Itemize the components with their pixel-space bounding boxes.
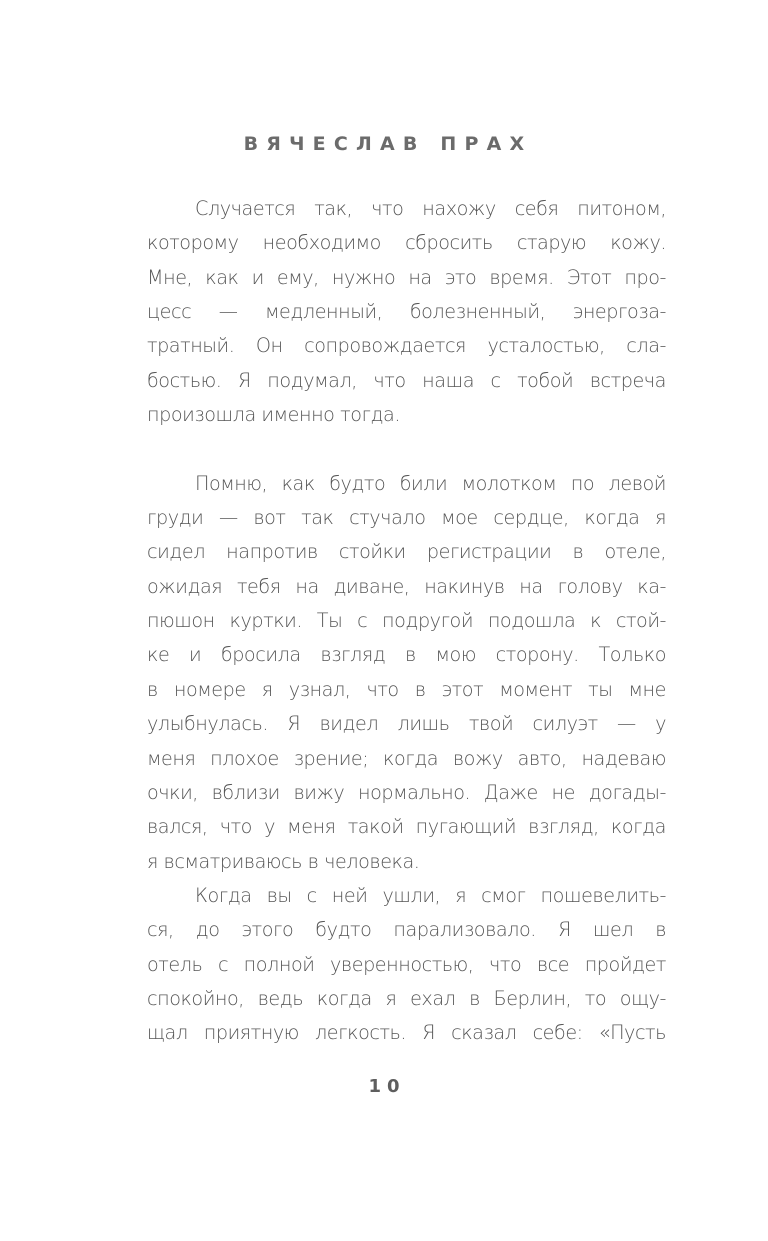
text-line: отель с полной уверенностью, что все пройдет [147,952,666,976]
text-line: очки, вблизи вижу нормально. Даже не догады- [147,780,666,804]
paragraph-spacer [147,432,666,466]
text-line: Когда вы с ней ушли, я смог пошевелить- [195,883,666,907]
text-line: бостью. Я подумал, что наша с тобой встреча [147,368,666,392]
text-line: я всматриваюсь в человека. [147,849,420,873]
text-line: цесс — медленный, болезненный, энергоза- [147,300,666,324]
text-line: щал приятную легкость. Я сказал себе: «Пусть [147,1021,666,1045]
paragraph-1 [147,192,666,432]
text-line: ожидая тебя на диване, накинув на голову ка- [147,574,666,598]
paragraph-2 [147,467,666,879]
text-line: пюшон куртки. Ты с подругой подошла к стой- [147,609,666,633]
text-line: ся, до этого будто парализовало. Я шел в [147,918,666,942]
text-line: Мне, как и ему, нужно на это время. Этот про- [147,265,666,289]
text-line: улыбнулась. Я видел лишь твой силуэт — у [147,712,666,736]
text-line: меня плохое зрение; когда вожу авто, надеваю [147,746,666,770]
paragraph-3 [147,879,666,1051]
text-line: произошла именно тогда. [147,403,400,427]
text-line: груди — вот так стучало мое сердце, когда я [147,506,666,530]
text-line: сидел напротив стойки регистрации в отеле, [147,540,666,564]
text-line: в номере я узнал, что в этот момент ты мне [147,677,666,701]
running-header: ВЯЧЕСЛАВ ПРАХ [243,133,533,155]
text-line: спокойно, ведь когда я ехал в Берлин, то ощу- [147,986,666,1010]
page-number: 10 [368,1076,406,1097]
text-line: которому необходимо сбросить старую кожу. [147,231,666,255]
text-line: тратный. Он сопровождается усталостью, сла- [147,334,666,358]
text-line: Случается так, что нахожу себя питоном, [195,197,666,220]
text-line: ке и бросила взгляд в мою сторону. Только [147,643,666,667]
text-line: Помню, как будто били молотком по левой [195,471,666,495]
text-line: вался, что у меня такой пугающий взгляд, когда [147,815,666,839]
body-text [147,192,666,1051]
